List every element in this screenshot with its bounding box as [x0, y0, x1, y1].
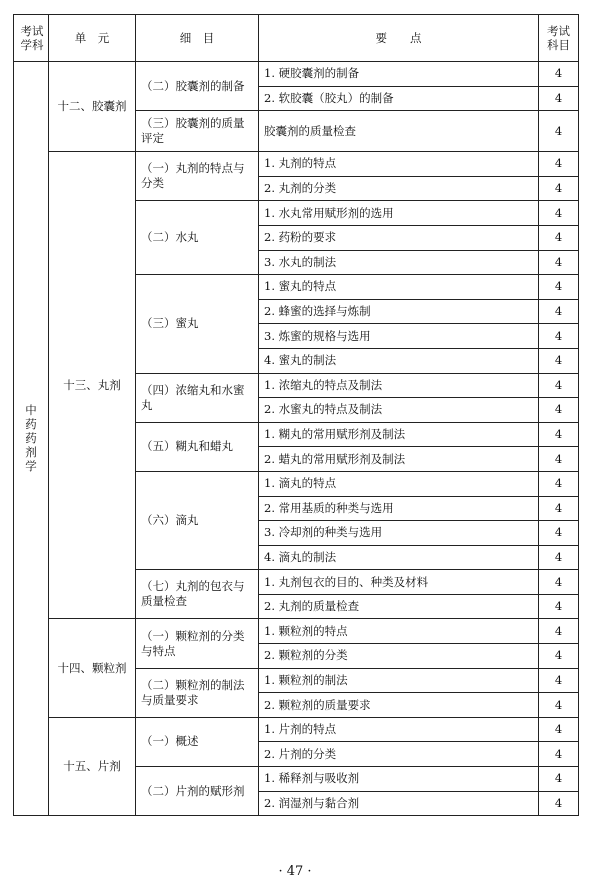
point-cell: 2. 润湿剂与黏合剂	[259, 791, 539, 816]
detail-cell: （二）片剂的赋形剂	[136, 767, 259, 816]
credit-cell: 4	[539, 324, 579, 349]
point-cell: 1. 稀释剂与吸收剂	[259, 767, 539, 792]
credit-cell: 4	[539, 422, 579, 447]
unit-cell: 十二、胶囊剂	[49, 62, 136, 152]
point-cell: 1. 浓缩丸的特点及制法	[259, 373, 539, 398]
credit-cell: 4	[539, 62, 579, 87]
point-cell: 1. 颗粒剂的特点	[259, 619, 539, 644]
point-cell: 1. 糊丸的常用赋形剂及制法	[259, 422, 539, 447]
detail-cell: （二）颗粒剂的制法与质量要求	[136, 668, 259, 717]
detail-cell: （二）水丸	[136, 201, 259, 275]
credit-cell: 4	[539, 86, 579, 111]
header-unit: 单 元	[49, 15, 136, 62]
credit-cell: 4	[539, 275, 579, 300]
credit-cell: 4	[539, 398, 579, 423]
point-cell: 1. 丸剂的特点	[259, 152, 539, 177]
credit-cell: 4	[539, 111, 579, 152]
subject-label: 中药药剂学	[25, 403, 37, 474]
point-cell: 胶囊剂的质量检查	[259, 111, 539, 152]
detail-cell: （六）滴丸	[136, 471, 259, 569]
subject-cell	[14, 62, 49, 816]
table-row	[14, 62, 579, 87]
credit-cell: 4	[539, 471, 579, 496]
credit-cell: 4	[539, 152, 579, 177]
credit-cell: 4	[539, 299, 579, 324]
credit-cell: 4	[539, 693, 579, 718]
credit-cell: 4	[539, 176, 579, 201]
credit-cell: 4	[539, 791, 579, 816]
detail-cell: （三）胶囊剂的质量评定	[136, 111, 259, 152]
credit-cell: 4	[539, 348, 579, 373]
point-cell: 1. 水丸常用赋形剂的选用	[259, 201, 539, 226]
point-cell: 2. 片剂的分类	[259, 742, 539, 767]
header-credit: 考试科目	[539, 15, 579, 62]
table-body	[14, 62, 579, 816]
table-row	[14, 619, 579, 644]
credit-cell: 4	[539, 545, 579, 570]
credit-cell: 4	[539, 447, 579, 472]
detail-cell: （四）浓缩丸和水蜜丸	[136, 373, 259, 422]
credit-cell: 4	[539, 250, 579, 275]
point-cell: 2. 颗粒剂的质量要求	[259, 693, 539, 718]
detail-cell: （七）丸剂的包衣与质量检查	[136, 570, 259, 619]
credit-cell: 4	[539, 570, 579, 595]
header-subject: 考试学科	[14, 15, 49, 62]
point-cell: 1. 片剂的特点	[259, 717, 539, 742]
point-cell: 4. 滴丸的制法	[259, 545, 539, 570]
credit-cell: 4	[539, 594, 579, 619]
credit-cell: 4	[539, 742, 579, 767]
point-cell: 2. 软胶囊（胶丸）的制备	[259, 86, 539, 111]
detail-cell: （一）颗粒剂的分类与特点	[136, 619, 259, 668]
credit-cell: 4	[539, 767, 579, 792]
credit-cell: 4	[539, 717, 579, 742]
point-cell: 4. 蜜丸的制法	[259, 348, 539, 373]
point-cell: 1. 蜜丸的特点	[259, 275, 539, 300]
credit-cell: 4	[539, 521, 579, 546]
point-cell: 1. 颗粒剂的制法	[259, 668, 539, 693]
point-cell: 2. 药粉的要求	[259, 225, 539, 250]
unit-cell: 十五、片剂	[49, 717, 136, 815]
table-row	[14, 152, 579, 177]
header-point: 要 点	[259, 15, 539, 62]
point-cell: 2. 水蜜丸的特点及制法	[259, 398, 539, 423]
credit-cell: 4	[539, 225, 579, 250]
detail-cell: （二）胶囊剂的制备	[136, 62, 259, 111]
table-row	[14, 717, 579, 742]
point-cell: 1. 滴丸的特点	[259, 471, 539, 496]
page-number: · 47 ·	[278, 864, 312, 879]
syllabus-table	[13, 14, 579, 816]
credit-cell: 4	[539, 644, 579, 669]
unit-cell: 十三、丸剂	[49, 152, 136, 619]
point-cell: 1. 丸剂包衣的目的、种类及材料	[259, 570, 539, 595]
point-cell: 2. 颗粒剂的分类	[259, 644, 539, 669]
point-cell: 1. 硬胶囊剂的制备	[259, 62, 539, 87]
detail-cell: （一）概述	[136, 717, 259, 766]
point-cell: 3. 冷却剂的种类与选用	[259, 521, 539, 546]
header-detail: 细 目	[136, 15, 259, 62]
detail-cell: （三）蜜丸	[136, 275, 259, 373]
point-cell: 2. 蜂蜜的选择与炼制	[259, 299, 539, 324]
credit-cell: 4	[539, 373, 579, 398]
point-cell: 2. 常用基质的种类与选用	[259, 496, 539, 521]
credit-cell: 4	[539, 619, 579, 644]
detail-cell: （五）糊丸和蜡丸	[136, 422, 259, 471]
point-cell: 2. 丸剂的分类	[259, 176, 539, 201]
point-cell: 3. 炼蜜的规格与选用	[259, 324, 539, 349]
detail-cell: （一）丸剂的特点与分类	[136, 152, 259, 201]
credit-cell: 4	[539, 668, 579, 693]
unit-cell: 十四、颗粒剂	[49, 619, 136, 717]
credit-cell: 4	[539, 201, 579, 226]
point-cell: 3. 水丸的制法	[259, 250, 539, 275]
header-row	[14, 15, 579, 62]
point-cell: 2. 蜡丸的常用赋形剂及制法	[259, 447, 539, 472]
credit-cell: 4	[539, 496, 579, 521]
point-cell: 2. 丸剂的质量检查	[259, 594, 539, 619]
